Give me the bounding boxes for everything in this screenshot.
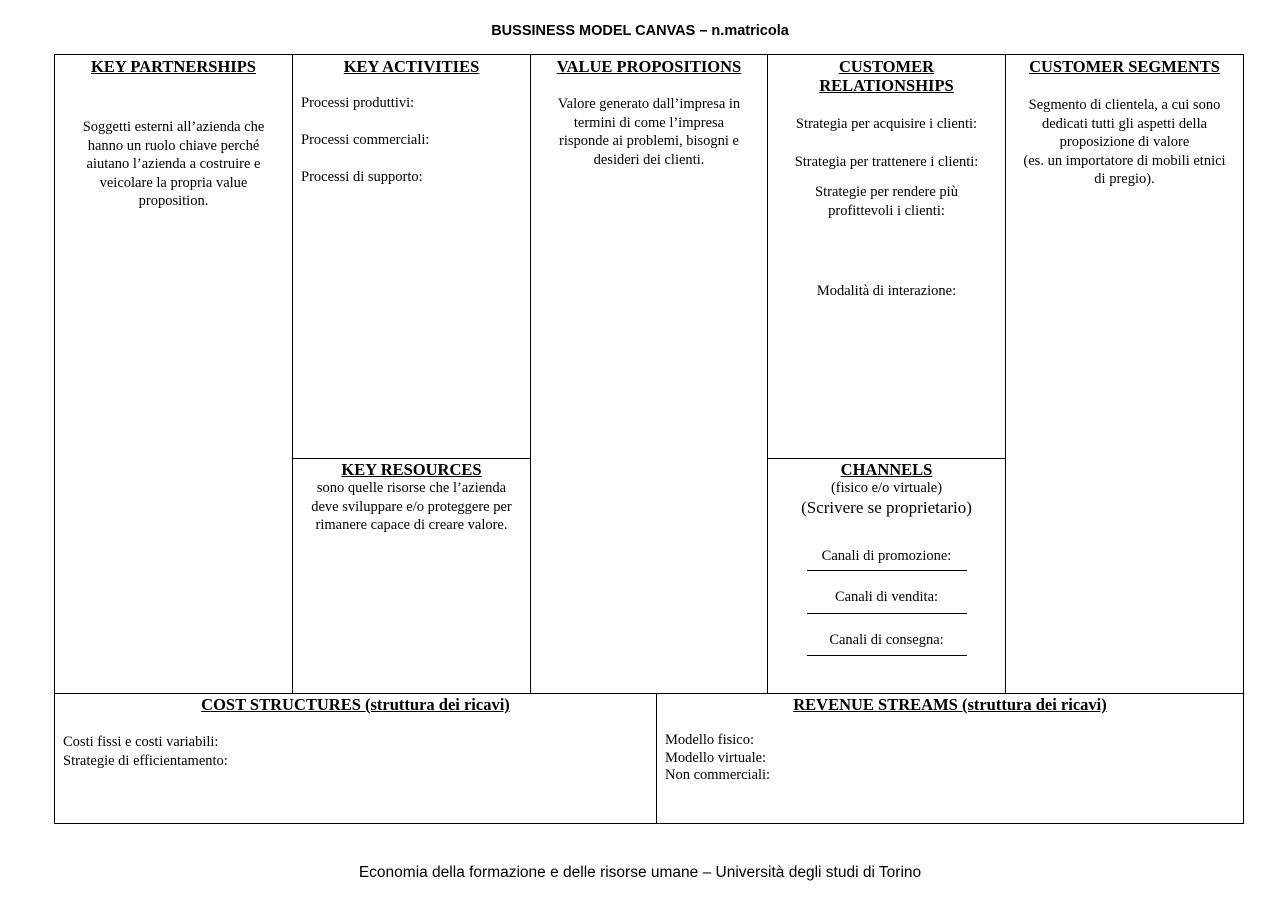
channels-note: (Scrivere se proprietario) [801, 497, 972, 517]
cost-structures-item: Strategie di efficientamento: [63, 752, 228, 769]
channels-subtitle: (fisico e/o virtuale) [830, 480, 943, 496]
cost-structures-section [55, 694, 656, 823]
revenue-streams-item: Modello virtuale: [665, 749, 767, 766]
customer-relationships-heading-line: RELATIONSHIPS [819, 76, 954, 95]
document-title: BUSSINESS MODEL CANVAS – n.matricola [491, 23, 789, 39]
key-partnerships-heading: KEY PARTNERSHIPS [91, 57, 256, 76]
customer-segments-example: (es. un importatore di mobili etnici di pregio). [1023, 152, 1226, 187]
revenue-streams-item: Non commerciali: [665, 767, 771, 783]
channels-item: Canali di consegna: [829, 631, 944, 648]
customer-relationships-item: Modalità di interazione: [816, 283, 957, 299]
key-resources-description: sono quelle risorse che l’azienda deve sviluppare e/o proteggere per rimanere capace di creare valore. [311, 480, 512, 533]
key-activities-item: Processi commerciali: [301, 132, 430, 148]
customer-relationships-heading-line: CUSTOMER [838, 57, 935, 76]
value-propositions-description: Valore generato dall’impresa in termini di come l’impresa risponde ai problemi, bisogni e desideri dei clienti. [557, 96, 741, 168]
value-propositions-section [531, 55, 767, 693]
customer-relationships-item: Strategie per rendere più profittevoli i clienti: [815, 184, 958, 219]
channels-item: Canali di vendita: [834, 589, 939, 605]
key-activities-heading: KEY ACTIVITIES [343, 57, 480, 76]
channels-item: Canali di promozione: [821, 547, 952, 564]
channels-answer-line [807, 613, 967, 614]
business-model-canvas [54, 54, 1244, 824]
key-resources-heading: KEY RESOURCES [341, 460, 482, 479]
customer-relationships-section [768, 55, 1005, 458]
customer-relationships-item: Strategia per trattenere i clienti: [794, 153, 979, 170]
channels-section [768, 459, 1005, 693]
channels-answer-line [807, 655, 967, 656]
customer-segments-description: Segmento di clientela, a cui sono dedicati tutti gli aspetti della proposizione di valore [1028, 97, 1221, 150]
customer-segments-heading: CUSTOMER SEGMENTS [1029, 57, 1220, 76]
channels-answer-line [807, 570, 967, 571]
customer-relationships-heading [768, 57, 1005, 95]
cost-structures-heading: COST STRUCTURES (struttura dei ricavi) [201, 695, 510, 714]
key-activities-section [293, 55, 530, 458]
customer-segments-section [1006, 55, 1243, 693]
value-propositions-heading: VALUE PROPOSITIONS [556, 57, 742, 76]
cost-structures-item: Costi fissi e costi variabili: [63, 734, 219, 750]
document-footer: Economia della formazione e delle risorse umane – Università degli studi di Torino [358, 864, 922, 881]
key-partnerships-description: Soggetti esterni all’azienda che hanno un ruolo chiave perché aiutano l’azienda a costruire e veicolare la propria value proposition. [82, 119, 265, 209]
key-activities-item: Processi di supporto: [301, 169, 423, 185]
revenue-streams-item: Modello fisico: [665, 732, 755, 748]
key-partnerships-section [55, 55, 292, 693]
customer-relationships-item: Strategia per acquisire i clienti: [795, 116, 978, 132]
key-activities-item: Processi produttivi: [301, 95, 415, 111]
key-resources-section [293, 459, 530, 693]
revenue-streams-heading: REVENUE STREAMS (struttura dei ricavi) [793, 695, 1107, 714]
revenue-streams-section [657, 694, 1243, 823]
channels-heading: CHANNELS [840, 460, 933, 479]
